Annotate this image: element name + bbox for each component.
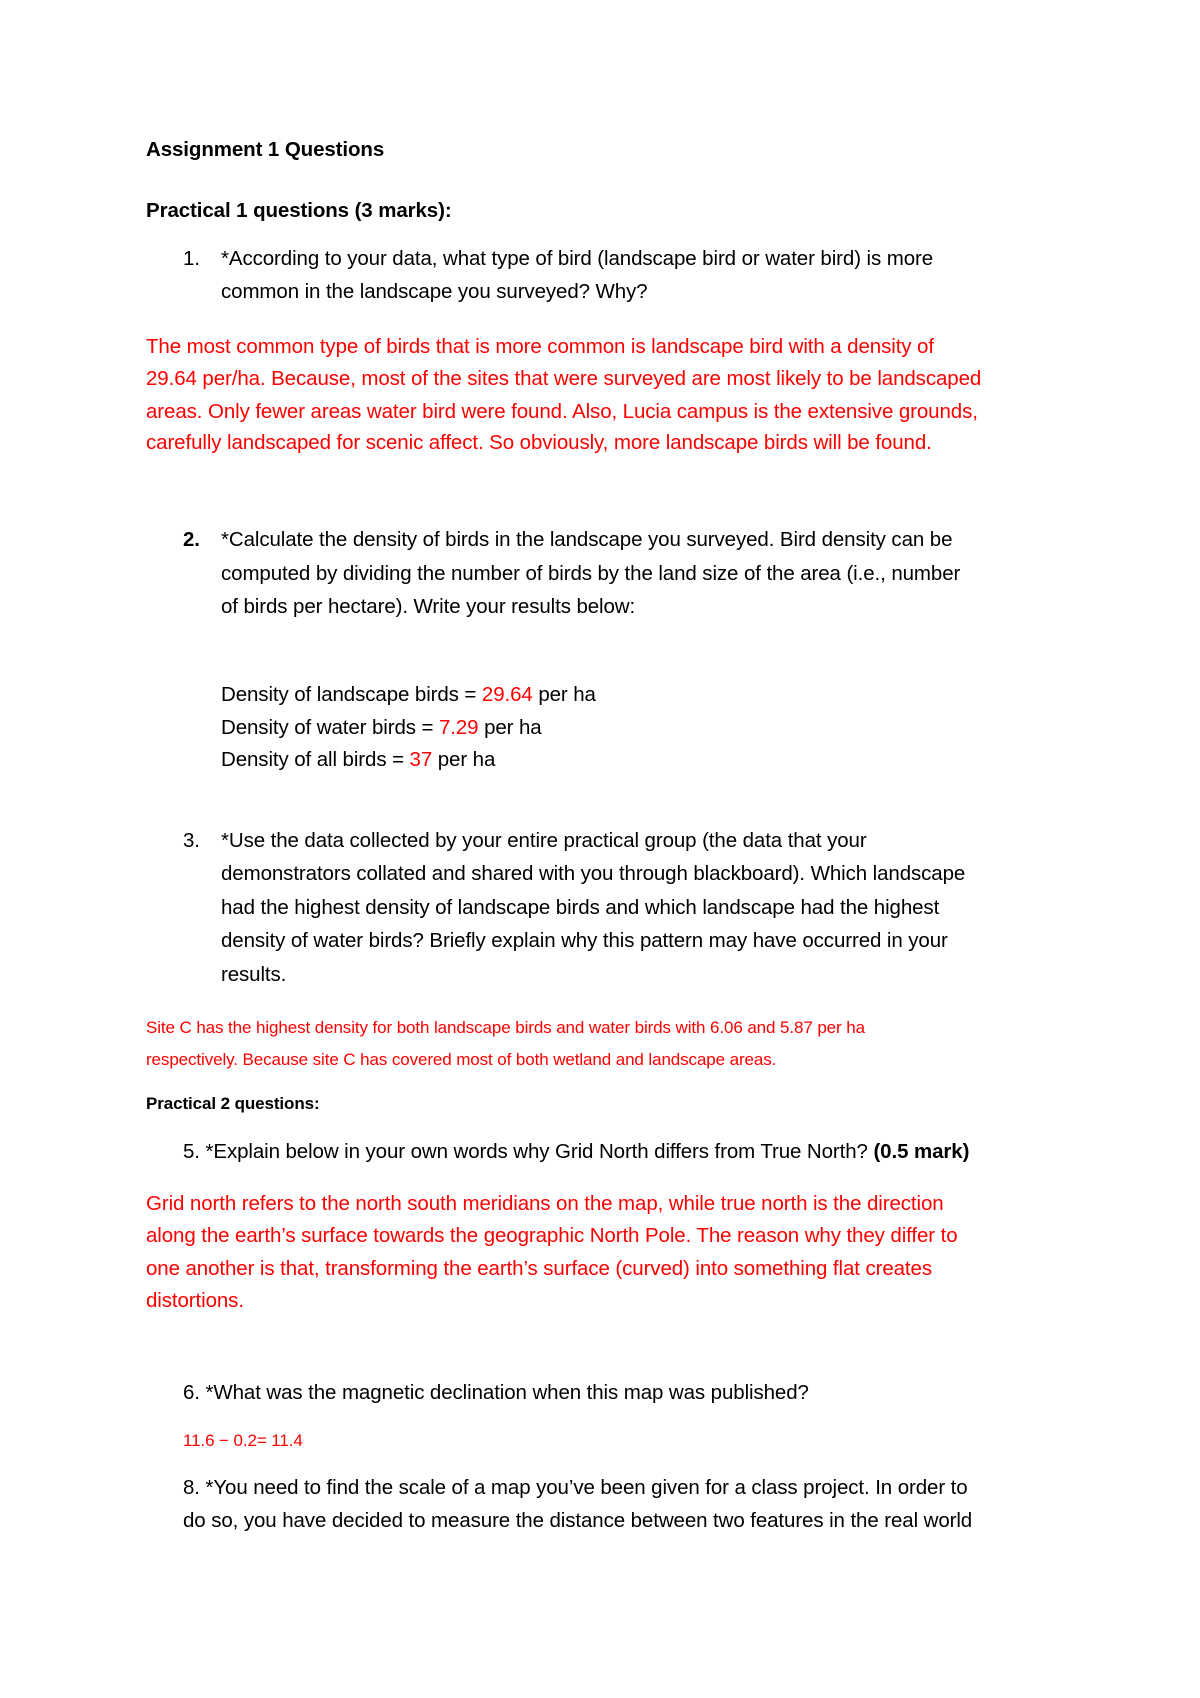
question-3-number: 3. [183, 829, 200, 852]
question-1-number: 1. [183, 247, 200, 270]
answer-5-line4: distortions. [146, 1289, 244, 1312]
question-1-line1 [183, 244, 933, 274]
density-water-birds [221, 713, 542, 743]
question-3-line2: demonstrators collated and shared with you through blackboard). Which landscape [221, 862, 966, 885]
question-2-text: *Calculate the density of birds in the landscape you surveyed. Bird density can be [221, 528, 953, 551]
density-value: 29.64 [481, 683, 533, 706]
density-unit: per ha [478, 716, 542, 739]
practical1-heading: Practical 1 questions (3 marks): [146, 199, 452, 222]
answer-1-line1: The most common type of birds that is more common is landscape bird with a density of [146, 335, 934, 358]
question-1-line2: common in the landscape you surveyed? Why? [221, 280, 648, 303]
answer-3-line2: respectively. Because site C has covered most of both wetland and landscape areas. [146, 1050, 777, 1069]
practical2-heading: Practical 2 questions: [146, 1094, 320, 1113]
document-title: Assignment 1 Questions [146, 138, 385, 161]
density-label: Density of landscape birds = [221, 683, 482, 706]
question-2-line2: computed by dividing the number of birds by the land size of the area (i.e., number [221, 562, 961, 585]
question-5 [183, 1137, 969, 1167]
question-3-line1 [183, 826, 867, 856]
density-value: 37 [409, 748, 433, 771]
question-2-number: 2. [183, 528, 200, 551]
question-2-line1 [183, 525, 952, 555]
answer-1-line4: carefully landscaped for scenic affect. So obviously, more landscape birds will be found. [146, 431, 932, 454]
density-label: Density of water birds = [221, 716, 439, 739]
answer-5-line1: Grid north refers to the north south meridians on the map, while true north is the direction [146, 1192, 944, 1215]
answer-3-line1: Site C has the highest density for both landscape birds and water birds with 6.06 and 5.87 per ha [146, 1018, 865, 1037]
question-1-text: *According to your data, what type of bird (landscape bird or water bird) is more [221, 247, 934, 270]
density-unit: per ha [432, 748, 496, 771]
question-3-line5: results. [221, 963, 287, 986]
answer-5-line3: one another is that, transforming the earth’s surface (curved) into something flat creates [146, 1257, 932, 1280]
density-landscape-birds [221, 680, 596, 710]
density-label: Density of all birds = [221, 748, 410, 771]
question-5-text: 5. *Explain below in your own words why Grid North differs from True North? [183, 1140, 868, 1163]
question-8-line1: 8. *You need to find the scale of a map you’ve been given for a class project. In order to [183, 1476, 968, 1499]
question-8-line2: do so, you have decided to measure the distance between two features in the real world [183, 1509, 973, 1532]
answer-5-line2: along the earth’s surface towards the geographic North Pole. The reason why they differ to [146, 1224, 958, 1247]
density-unit: per ha [532, 683, 596, 706]
question-5-mark: (0.5 mark) [867, 1140, 970, 1163]
question-2-line3: of birds per hectare). Write your results below: [221, 595, 636, 618]
density-all-birds [221, 745, 495, 775]
answer-6: 11.6 − 0.2= 11.4 [183, 1431, 303, 1450]
answer-1-line2: 29.64 per/ha. Because, most of the sites that were surveyed are most likely to be landscaped [146, 367, 982, 390]
answer-1-line3: areas. Only fewer areas water bird were found. Also, Lucia campus is the extensive grounds, [146, 400, 978, 423]
question-3-text: *Use the data collected by your entire practical group (the data that your [221, 829, 867, 852]
question-3-line3: had the highest density of landscape birds and which landscape had the highest [221, 896, 940, 919]
question-6: 6. *What was the magnetic declination when this map was published? [183, 1381, 809, 1404]
density-value: 7.29 [438, 716, 479, 739]
question-3-line4: density of water birds? Briefly explain why this pattern may have occurred in your [221, 929, 948, 952]
